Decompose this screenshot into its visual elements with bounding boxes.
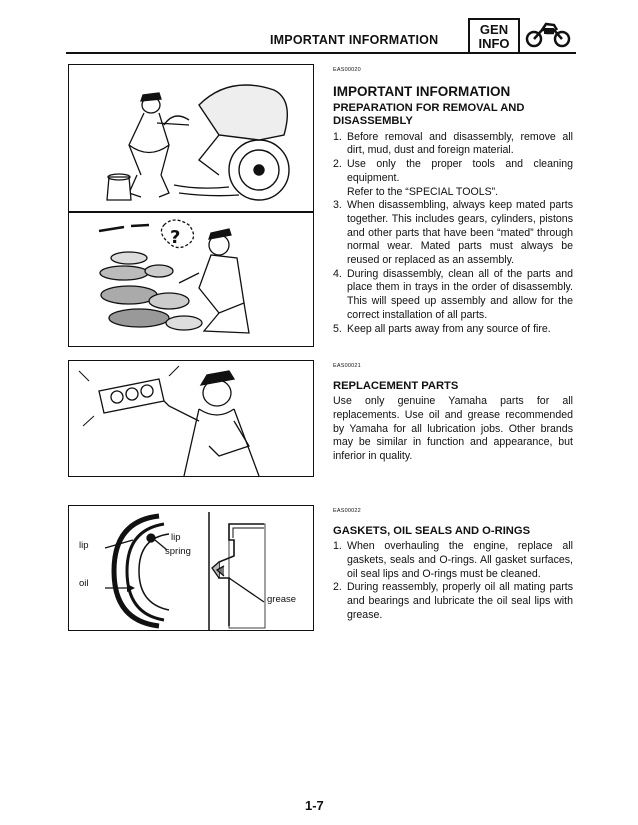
section-code: EAS00020 [333,67,361,73]
badge-line-1: GEN [479,22,509,37]
section-title: REPLACEMENT PARTS [333,379,459,392]
list-item: 1. Before removal and disassembly, remove all dirt, mud, dust and foreign material. [333,130,573,157]
list-item: 2. During reassembly, properly oil all mating parts and bearings and lubricate the oil seal lips with grease. [333,581,573,621]
page-header-title: IMPORTANT INFORMATION [270,33,439,47]
section-badge [468,18,520,52]
section-title: IMPORTANT INFORMATION [333,83,511,99]
list-item: 1. When overhauling the engine, replace all gaskets, seals and O-rings. All gasket surfaces, oil seal lips and O-rings must be cleaned. [333,540,573,580]
section-body: Use only genuine Yamaha parts for all replacements. Use oil and grease recommended by Yamaha for all lubrication jobs. Other brands may be similar in function and appearance, but inferior in quality. [333,395,573,463]
label-spring: spring [165,546,191,557]
section-gaskets [333,505,573,622]
section-code: EAS00021 [333,363,361,369]
svg-text:?: ? [170,227,181,248]
special-tools-reference: Refer to the “SPECIAL TOOLS”. [347,185,499,198]
list-item: 4. During disassembly, clean all of the parts and place them in trays in the order of disassembly. This will speed up assembly and allow for the correct installation of all parts. [333,267,573,321]
page-number: 1-7 [305,798,324,813]
label-grease: grease [267,594,297,605]
section-subtitle: PREPARATION FOR REMOVAL AND DISASSEMBLY [333,101,525,128]
list-item: 2. Use only the proper tools and cleaning equipment. Refer to the “SPECIAL TOOLS”. [333,158,573,198]
section-code: EAS00022 [333,508,361,514]
section-replacement-parts [333,360,573,464]
header-rule [66,52,576,54]
illustration-replacement-parts [68,360,314,477]
illustration-mated-parts [68,212,314,347]
section-important-information [333,64,573,336]
list-item: 5. Keep all parts away from any source of fire. [333,322,551,335]
motorcycle-icon [524,20,572,50]
illustration-cleaning [68,64,314,212]
diagram-oil-seal [68,505,314,631]
list-item: 3. When disassembling, always keep mated parts together. This includes gears, cylinders, pistons and other parts that have been “mated” through normal wear. Mated parts must always be reused or replaced as an assembly. [333,199,573,267]
label-lip-right: lip [171,532,181,543]
badge-line-2: INFO [478,36,510,51]
section-title: GASKETS, OIL SEALS AND O-RINGS [333,524,531,537]
label-oil: oil [79,578,89,589]
label-lip-left: lip [79,540,89,551]
gasket-list [333,540,573,622]
preparation-list [333,131,573,337]
